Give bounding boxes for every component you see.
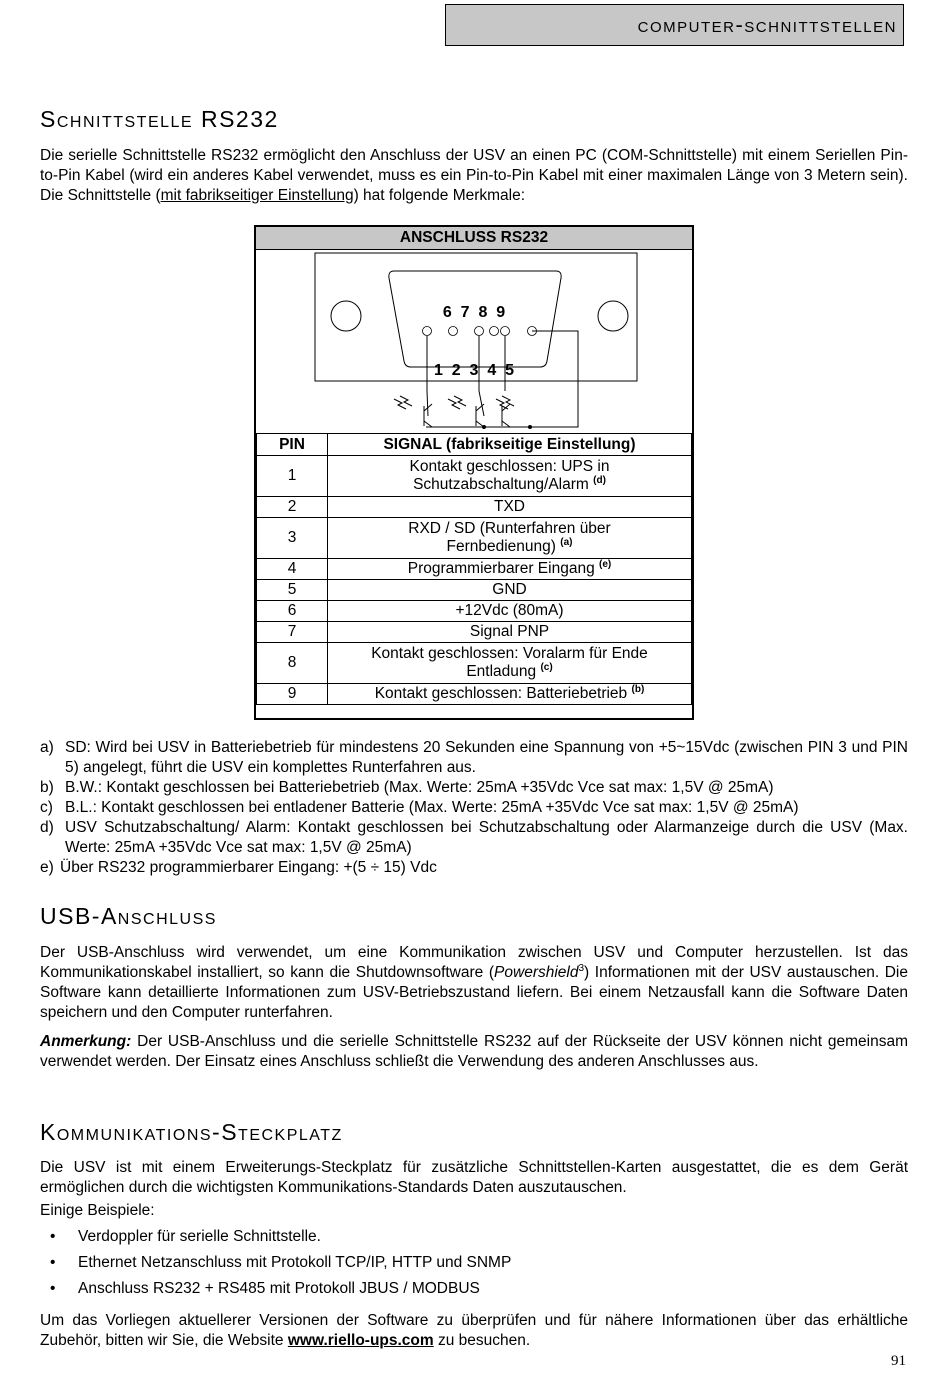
top-pin-numbers: 6 7 8 9 xyxy=(442,304,506,321)
list-item: • Ethernet Netzanschluss mit Protokoll TCP/IP, HTTP und SNMP xyxy=(50,1254,512,1271)
examples-list xyxy=(40,1227,908,1305)
examples-label: Einige Beispiele: xyxy=(40,1202,155,1219)
pin-hole-9 xyxy=(501,327,510,336)
db9-connector-diagram xyxy=(256,251,692,444)
screw-hole-right xyxy=(598,301,628,331)
usb-paragraph: Der USB-Anschluss wird verwendet, um eine Kommunikation zwischen USV und Computer herzustellen. Ist das Kommunikationskabel installiert, so kann die Shutdownsoftware (Powershield$^3$) Informationen mit der USV austauschen. Die Software kann detaillierte Informationen zum USV-Betriebszustand liefern. Bei einem Netzausfall kann die Software Daten speichern und den Computer runterfahren. xyxy=(40,944,908,1021)
table-row: 3 RXD / SD (Runterfahren über Fernbedienung) $^{(a)}$ xyxy=(257,518,692,559)
optocoupler-1 xyxy=(394,396,432,427)
table-row: 2 TXD xyxy=(257,497,692,518)
connector-title: ANSCHLUSS RS232 xyxy=(256,227,692,250)
wire-pin-1 xyxy=(427,336,428,416)
usb-note: Anmerkung: Der USB-Anschluss und die serielle Schnittstelle RS232 auf der Rückseite der USV können nicht gemeinsam verwendet werden. Der Einsatz eines Anschluss schließt die Verwendung des anderen Anschlusses aus. xyxy=(40,1033,908,1070)
chapter-header xyxy=(445,4,904,46)
website-link[interactable]: www.riello-ups.com xyxy=(287,1332,434,1349)
optocoupler-3 xyxy=(496,396,514,427)
table-row: 6 +12Vdc (80mA) xyxy=(257,601,692,622)
table-row: 5 GND xyxy=(257,580,692,601)
pin-hole-6 xyxy=(423,327,432,336)
wire-common xyxy=(530,331,578,427)
chapter-title: computer-schnittstellen xyxy=(637,12,897,37)
rs232-connector-table xyxy=(254,225,694,720)
pin-hole-extra-a xyxy=(490,327,499,336)
pin-column-header: PIN xyxy=(257,434,328,456)
slot-heading: Kommunikations-Steckplatz xyxy=(40,1119,343,1145)
list-item: • Anschluss RS232 + RS485 mit Protokoll JBUS / MODBUS xyxy=(50,1280,480,1297)
list-item: e) Über RS232 programmierbarer Eingang: +(5 ÷ 15) Vdc xyxy=(40,859,437,876)
usb-heading: USB-Anschluss xyxy=(40,903,217,929)
bottom-pin-numbers: 1 2 3 4 5 xyxy=(433,362,515,379)
table-row: 1 Kontakt geschlossen: UPS in Schutzabschaltung/Alarm $^{(d)}$ xyxy=(257,456,692,497)
pin-hole-8 xyxy=(475,327,484,336)
page-number: 91 xyxy=(891,1353,906,1369)
list-item: • Verdoppler für serielle Schnittstelle. xyxy=(50,1228,321,1245)
junction-dot-2 xyxy=(528,425,532,429)
optocoupler-2 xyxy=(448,396,484,427)
table-row: 7 Signal PNP xyxy=(257,622,692,643)
pin-hole-7 xyxy=(449,327,458,336)
rs232-intro: Die serielle Schnittstelle RS232 ermöglicht den Anschluss der USV an einen PC (COM-Schnittstelle) mit einem Seriellen Pin-to-Pin Kabel (wird ein anderes Kabel verwendet, muss es ein Pin-to-Pin Kabel mit einer maximalen Länge von 3 Metern sein). Die Schnittstelle (mit fabrikseitiger Einstellung) hat folgende Merkmale: xyxy=(40,147,908,204)
table-row: 9 Kontakt geschlossen: Batteriebetrieb $^{(b)}$ xyxy=(257,684,692,705)
list-item: b) B.W.: Kontakt geschlossen bei Batteriebetrieb (Max. Werte: 25mA +35Vdc Vce sat max: 1,5V @ 25mA) xyxy=(40,779,774,796)
screw-hole-left xyxy=(331,301,361,331)
rs232-heading: Schnittstelle RS232 xyxy=(40,106,279,132)
signal-column-header: SIGNAL (fabrikseitige Einstellung) xyxy=(328,434,692,456)
list-item: a) SD: Wird bei USV in Batteriebetrieb für mindestens 20 Sekunden eine Spannung von +5~15Vdc (zwischen PIN 3 und PIN 5) angelegt, führt die USV ein komplettes Runterfahren aus. xyxy=(40,739,908,776)
slot-paragraph: Die USV ist mit einem Erweiterungs-Steckplatz für zusätzliche Schnittstellen-Karten ausgestattet, die es dem Gerät ermöglichen durch die wichtigsten Kommunikations-Standards Daten auszutauschen. xyxy=(40,1159,908,1196)
footnotes-list xyxy=(40,738,908,878)
website-paragraph: Um das Vorliegen aktuellerer Versionen der Software zu überprüfen und für nähere Informationen über das erhältliche Zubehör, bitten wir Sie, die Website www.riello-ups.com zu besuchen. xyxy=(40,1312,908,1349)
table-row: 8 Kontakt geschlossen: Voralarm für Ende Entladung $^{(c)}$ xyxy=(257,643,692,684)
list-item: c) B.L.: Kontakt geschlossen bei entladener Batterie (Max. Werte: 25mA +35Vdc Vce sat max: 1,5V @ 25mA) xyxy=(40,799,799,816)
junction-dot-1 xyxy=(482,425,486,429)
table-row: 4 Programmierbarer Eingang $^{(e)}$ xyxy=(257,559,692,580)
pin-signal-table xyxy=(256,433,692,705)
list-item: d) USV Schutzabschaltung/ Alarm: Kontakt geschlossen bei Schutzabschaltung oder Alarmanzeige durch die USV (Max. Werte: 25mA +35Vdc Vce sat max: 1,5V @ 25mA) xyxy=(40,819,908,856)
